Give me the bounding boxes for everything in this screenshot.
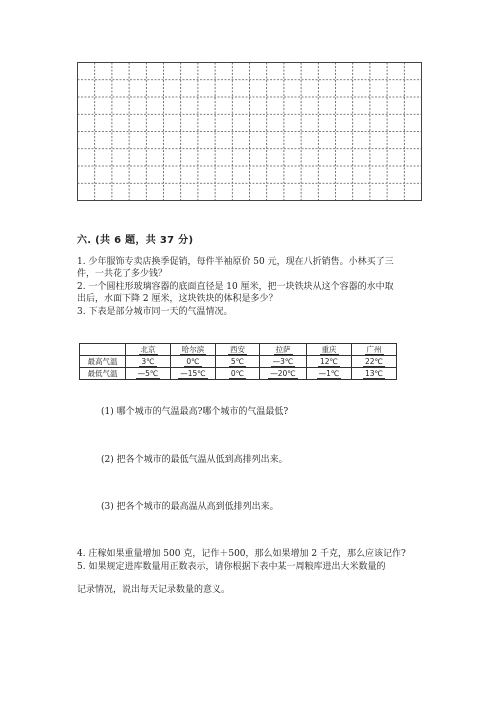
question-2: (2) 把各个城市的最低气温从低到高排列出来。 — [101, 455, 288, 465]
table-cell: 0℃ — [171, 356, 216, 368]
table-cell: 22℃ — [352, 356, 397, 368]
table-header-cell: 广州 — [352, 344, 397, 356]
table-cell: —15℃ — [171, 368, 216, 380]
table-header-cell: 重庆 — [307, 344, 352, 356]
table-cell: —20℃ — [260, 368, 307, 380]
grid-lines — [77, 62, 422, 202]
table-header-cell — [80, 344, 126, 356]
question-1: (1) 哪个城市的气温最高?哪个城市的气温最低? — [101, 407, 289, 417]
problem-4-line-1: 4. 庄稼如果重量增加 500 克，记作＋500，那么如果增加 2 千克，那么应该记作? — [77, 549, 406, 559]
table-cell: 12℃ — [307, 356, 352, 368]
problem-1-line-2: 件，一共花了多少钱？ — [77, 269, 168, 279]
table-header-row — [80, 344, 397, 356]
table-cell: 0℃ — [216, 368, 260, 380]
table-cell: —1℃ — [307, 368, 352, 380]
question-3: (3) 把各个城市的最高温从高到低排列出来。 — [101, 502, 279, 512]
table-header-cell: 北京 — [126, 344, 171, 356]
table-header-cell: 哈尔滨 — [171, 344, 216, 356]
table-cell: —5℃ — [126, 368, 171, 380]
row-header-min: 最低气温 — [80, 368, 126, 380]
problem-1-line-1: 1. 少年服饰专卖店换季促销，每件半袖原价 50 元，现在八折销售。小林买了三 — [77, 257, 394, 267]
problem-3-line-1: 3. 下表是部分城市同一天的气温情况。 — [77, 307, 233, 317]
table-header-cell: 西安 — [216, 344, 260, 356]
table-row — [80, 368, 397, 380]
table-cell: 5℃ — [216, 356, 260, 368]
section-title: 六. (共 6 题，共 37 分) — [77, 235, 194, 246]
row-header-max: 最高气温 — [80, 356, 126, 368]
problem-5-line-1: 5. 如果规定进库数量用正数表示，请你根据下表中某一周粮库进出大米数量的 — [77, 562, 386, 572]
table-row — [80, 356, 397, 368]
problem-5-line-2: 记录情况，说出每天记录数量的意义。 — [77, 585, 231, 595]
table-header-cell: 拉萨 — [260, 344, 307, 356]
problem-2-line-1: 2. 一个圆柱形玻璃容器的底面直径是 10 厘米，把一块铁块从这个容器的水中取 — [77, 282, 394, 292]
table-cell: 13℃ — [352, 368, 397, 380]
problem-2-line-2: 出后，水面下降 2 厘米，这块铁块的体积是多少？ — [77, 294, 278, 304]
temperature-table — [79, 343, 397, 380]
writing-grid — [77, 62, 422, 202]
table-cell: —3℃ — [260, 356, 307, 368]
table-cell: 3℃ — [126, 356, 171, 368]
